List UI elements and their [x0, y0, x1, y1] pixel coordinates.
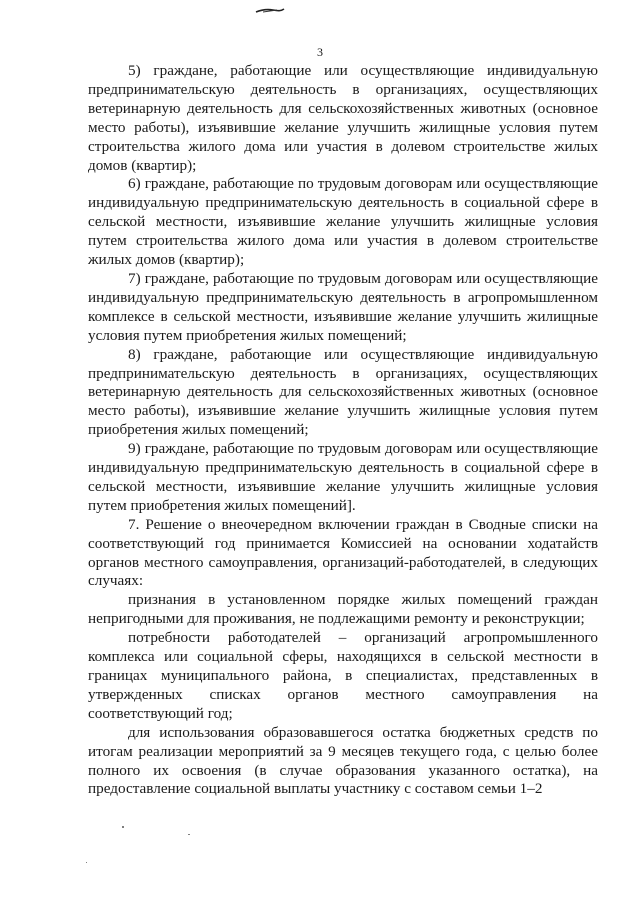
paragraph-item-7: 7) граждане, работающие по трудовым договорам или осуществляющие индивидуальную предпринимательскую деятельность в агропромышленном комплексе в сельской местности, изъявившие желание улучшить жилищные условия путем приобретения жилых помещений;: [88, 269, 598, 344]
scan-mark: [255, 8, 285, 14]
paragraph-case-employer-needs: потребности работодателей – организаций агропромышленного комплекса или социальной сферы, находящихся в сельской местности в границах муниципального района, в специалистах, представленных в утвержденных списках органов местного самоуправления на соответствующий год;: [88, 629, 598, 722]
paragraph-case-budget-remainder: для использования образовавшегося остатка бюджетных средств по итогам реализации мероприятий за 9 месяцев текущего года, с целью более полного их освоения (в случае образования указанного остатка), на предоставление социальной выплаты участнику с составом семьи 1–2: [88, 723, 598, 798]
paragraph-item-8: 8) граждане, работающие или осуществляющие индивидуальную предпринимательскую деятельность в организациях, осуществляющих ветеринарную деятельность для сельскохозяйственных животных (основное место работы), изъявившие желание улучшить жилищные условия путем приобретения жилых помещений;: [88, 345, 598, 439]
scan-speck: [188, 834, 190, 835]
paragraph-clause-7: 7. Решение о внеочередном включении граждан в Сводные списки на соответствующий год принимается Комиссией на основании ходатайств органов местного самоуправления, организаций-работодателей, в следующих случаях:: [88, 515, 598, 590]
scan-speck: [122, 826, 124, 828]
paragraph-item-9: 9) граждане, работающие по трудовым договорам или осуществляющие индивидуальную предпринимательскую деятельность в социальной сфере в сельской местности, изъявившие желание улучшить жилищные условия путем приобретения жилых помещений].: [88, 440, 598, 514]
paragraph-case-unfit-housing: признания в установленном порядке жилых помещений граждан непригодными для проживания, не подлежащими ремонту и реконструкции;: [88, 591, 598, 628]
paragraph-item-5: 5) граждане, работающие или осуществляющие индивидуальную предпринимательскую деятельность в организациях, осуществляющих ветеринарную деятельность для сельскохозяйственных животных (основное место работы), изъявившие желание улучшить жилищные условия путем строительства жилого дома или участия в долевом строительстве жилых домов (квартир);: [88, 62, 598, 174]
page-number: 3: [317, 45, 323, 59]
scan-speck: [86, 862, 87, 863]
document-body: [88, 62, 598, 799]
paragraph-item-6: 6) граждане, работающие по трудовым договорам или осуществляющие индивидуальную предпринимательскую деятельность в социальной сфере в сельской местности, изъявившие желание улучшить жилищные условия путем строительства жилого дома или участия в долевом строительстве жилых домов (квартир);: [88, 175, 598, 269]
